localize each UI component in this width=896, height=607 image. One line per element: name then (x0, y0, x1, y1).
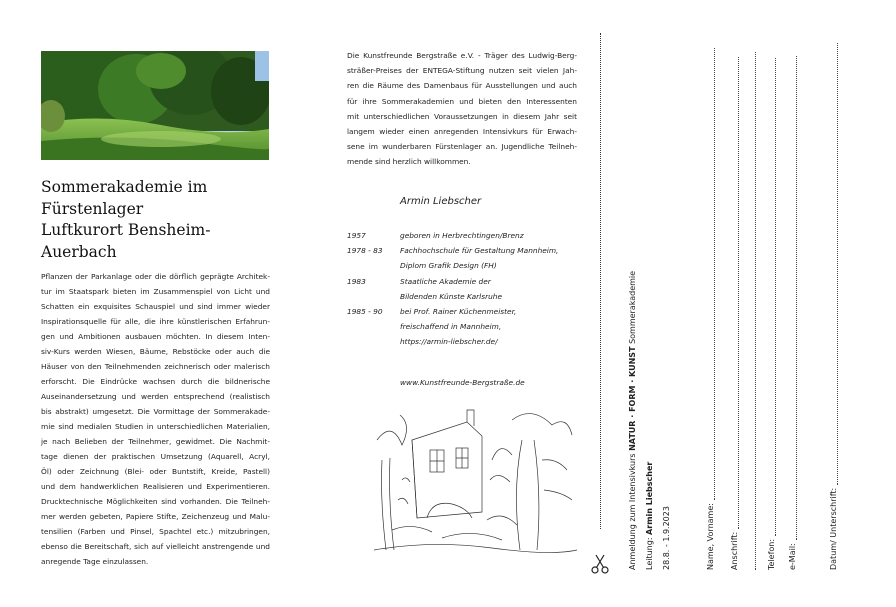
address-line[interactable] (731, 57, 739, 529)
text-line: mit unterschiedlichen Voraussetzungen in diesem Jahr seit (347, 111, 577, 121)
text-line: siv-Kurs werden Wiesen, Bäume, Rebstöcke oder auch die (41, 347, 270, 356)
leader-name: Armin Liebscher (645, 461, 654, 535)
cv-line: Fachhochschule für Gestaltung Mannheim, (400, 246, 559, 256)
cv-description (400, 274, 502, 304)
cv-entry (347, 304, 558, 350)
left-column (41, 51, 270, 569)
leader-label: Leitung: (645, 534, 654, 570)
text-line: und dem handwerklichen Realisieren und Experimentieren. (41, 482, 270, 491)
scissors-icon (589, 553, 611, 575)
title-line: Luftkurort Bensheim- (41, 221, 211, 239)
name-line[interactable] (707, 48, 715, 500)
text-line: tage dienen der praktischen Umsetzung (Aquarell, Acryl, (41, 452, 270, 461)
cv-line: Staatliche Akademie der (400, 276, 491, 286)
cv-line: geboren in Herbrechtingen/Brenz (400, 231, 524, 240)
cv-year: 1957 (347, 231, 366, 240)
artist-cv (347, 228, 558, 350)
text-line: ebenso die Bereitschaft, sich auf vielleicht anstrengende und (41, 542, 270, 551)
heading-prefix: Anmeldung zum Intensivkurs (628, 450, 637, 570)
email-line[interactable] (789, 56, 797, 540)
cv-line: Bildenden Künste Karlsruhe (400, 291, 503, 301)
address-field-2[interactable] (748, 52, 756, 570)
cv-line: https://armin-liebscher.de/ (400, 337, 498, 347)
name-label: Name, Vorname: (706, 503, 715, 570)
text-line: Die Kunstfreunde Bergstraße e.V. - Träger des Ludwig-Berg- (347, 51, 577, 60)
cv-line: freischaffend in Mannheim, (400, 322, 502, 332)
course-leader (645, 462, 654, 570)
park-photo (41, 51, 269, 160)
text-line: langem wieder einen anregenden Intensivkurs für Erwach- (347, 127, 577, 137)
title-line: Sommerakademie im (41, 178, 208, 196)
cv-year: 1978 - 83 (347, 246, 383, 256)
address-label: Anschrift: (730, 531, 739, 570)
course-description (41, 269, 270, 569)
text-line: für ihre Sommerakademien und bieten den Interessenten (347, 96, 577, 106)
signature-line[interactable] (830, 43, 838, 485)
text-line: Öl) oder Zeichnung (Blei- oder Buntstift, Kreide, Pastell) (41, 467, 270, 476)
text-line: bis abstrakt) umgesetzt. Die Vormittage der Sommerakade- (41, 407, 270, 416)
text-line: mer werden gebeten, Papiere Stifte, Zeichenzeug und Malu- (41, 512, 270, 521)
text-line: je nach Belieben der Teilnehmer, gewidmet. Die Nachmit- (41, 437, 270, 446)
email-field[interactable] (788, 56, 797, 570)
text-line: Auseinandersetzung und werden entsprechend (realistisch (41, 392, 270, 401)
text-line: mende sind herzlich willkommen. (347, 157, 471, 167)
building-sketch (372, 400, 578, 558)
cv-entry (347, 228, 558, 243)
cv-description (400, 304, 516, 350)
text-line: anregende Tage einzulassen. (41, 557, 149, 566)
text-line: sträßer-Preises der ENTEGA-Stiftung nutzen seit vielen Jah- (347, 66, 577, 76)
page-title (41, 177, 270, 263)
artist-name: Armin Liebscher (400, 196, 482, 207)
address-line-2[interactable] (748, 52, 756, 570)
cv-line: bei Prof. Rainer Küchenmeister, (400, 307, 517, 317)
heading-bold: NATUR · FORM · KUNST (628, 346, 637, 451)
text-line: Häuser von den Teilnehmenden zeichnerisch oder malerisch (41, 362, 270, 371)
title-line: Fürstenlager (41, 199, 144, 218)
text-line: ren die Räume des Damenbaus für Ausstellungen und auch (347, 81, 577, 91)
text-line: tensilien (Farben und Pinsel, Spachtel etc.) mitzubringen, (41, 527, 270, 536)
name-field[interactable] (706, 48, 715, 570)
cv-description (400, 228, 524, 243)
cv-line: Diplom Grafik Design (FH) (400, 261, 497, 271)
registration-heading (628, 271, 637, 570)
text-line: tur im Staatspark bieten im Zusammenspiel von Licht und (41, 287, 270, 296)
text-line: gen und Ambitionen ausbauen möchten. In diesem Inten- (41, 332, 270, 341)
phone-field[interactable] (767, 58, 776, 570)
text-line: mie sind medialen Studien in unterschiedlichen Materialien, (41, 422, 270, 431)
text-line: Inspirationsquelle für alle, die ihre künstlerischen Erfahrun- (41, 317, 270, 326)
cv-year: 1983 (347, 276, 366, 286)
cv-entry (347, 243, 558, 273)
course-dates: 28.8. - 1.9.2023 (662, 506, 671, 570)
signature-label: Datum/ Unterschrift: (829, 487, 838, 570)
text-line: Pflanzen der Parkanlage oder die dörflich geprägte Architek- (41, 272, 270, 281)
cv-entry (347, 274, 558, 304)
cut-line (600, 33, 601, 529)
phone-label: Telefon: (767, 538, 776, 570)
intro-text (347, 48, 577, 170)
heading-suffix: Sommerakademie (628, 270, 637, 347)
intro-block (347, 48, 577, 170)
phone-line[interactable] (768, 58, 776, 536)
text-line: Schatten ein exquisites Schauspiel und sind immer wieder (41, 302, 270, 311)
text-line: sene im wunderbaren Fürstenlager an. Jugendliche Teilneh- (347, 142, 577, 152)
text-line: Drucktechnische Möglichkeiten sind vorhanden. Die Teilneh- (41, 497, 270, 506)
email-label: e-Mail: (788, 543, 797, 570)
signature-field[interactable] (829, 43, 838, 570)
website-link: www.Kunstfreunde-Bergstraße.de (400, 378, 525, 387)
text-line: erforscht. Die Eindrücke wachsen durch die bildnerische (41, 377, 270, 386)
cv-year: 1985 - 90 (347, 307, 383, 317)
address-field[interactable] (730, 57, 739, 570)
title-line: Auerbach (41, 242, 117, 261)
cv-description (400, 243, 558, 273)
